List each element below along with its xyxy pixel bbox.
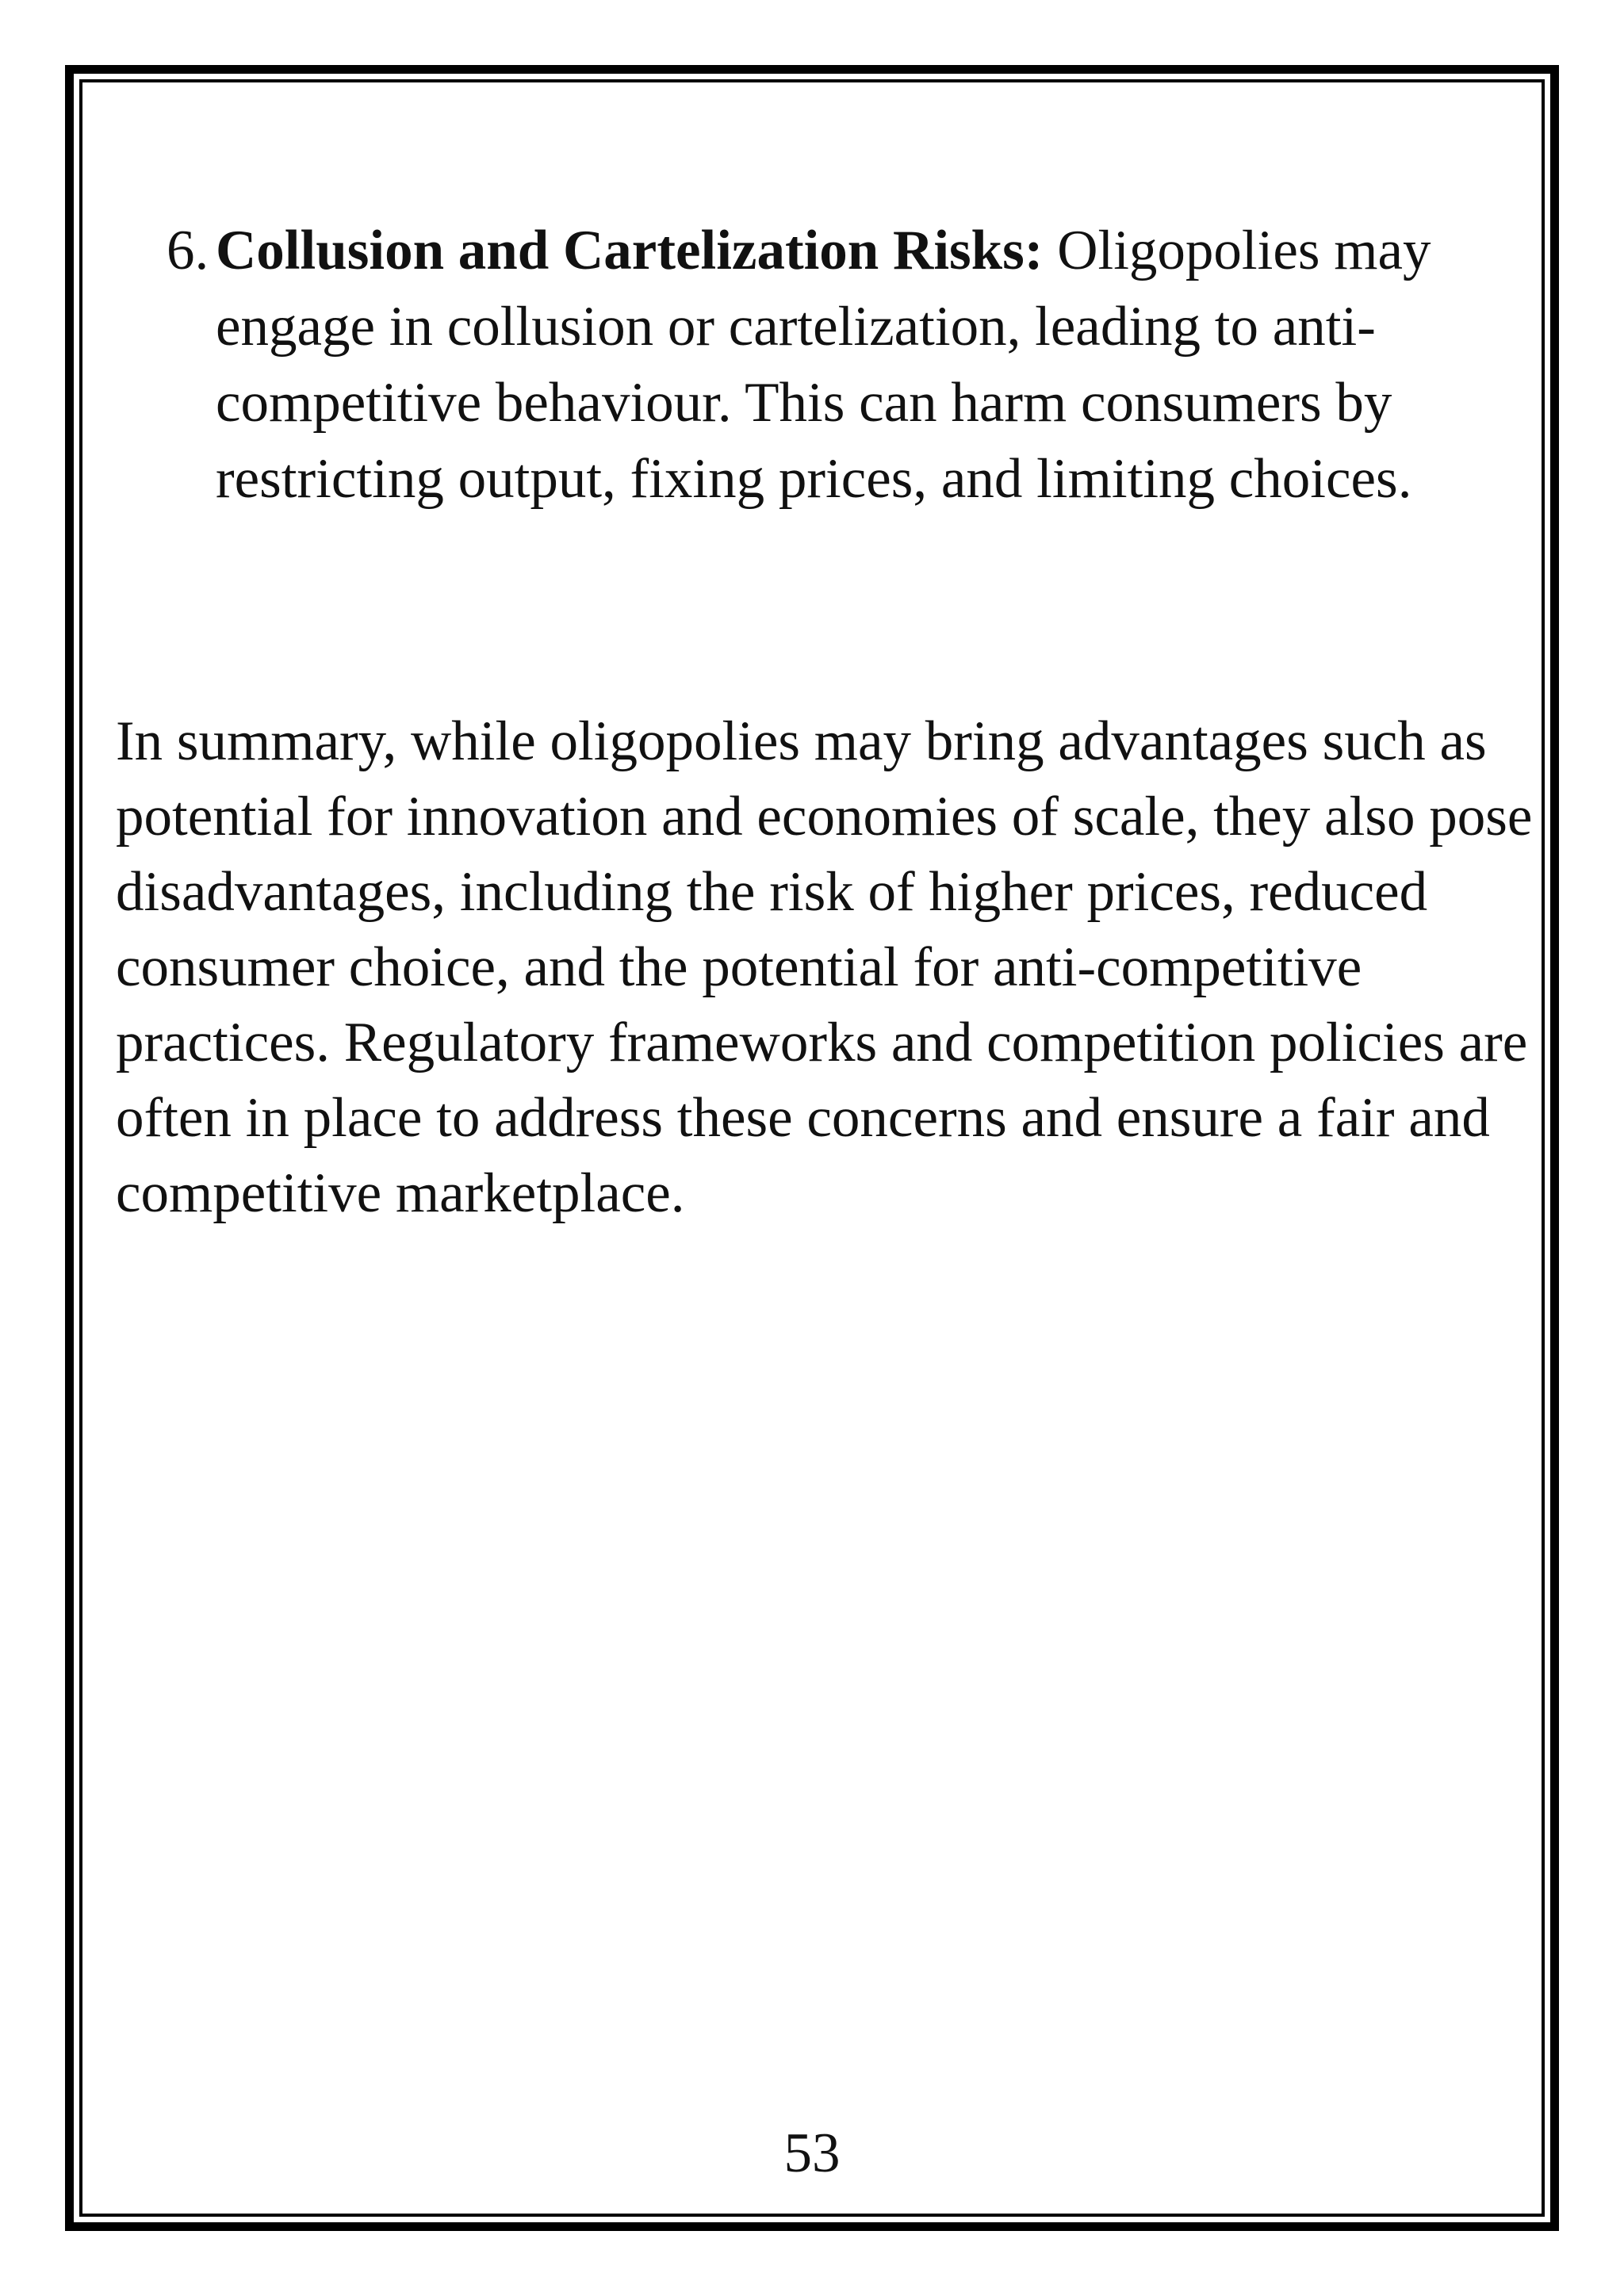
item-number: 6. <box>167 220 209 281</box>
item-text: Oligopolies may engage in collusion or cartelization, leading to anti-competitive behaviour. This can harm consumers by restricting output, fixing prices, and limiting choices. <box>216 220 1431 510</box>
page-number: 53 <box>783 2122 841 2184</box>
summary-paragraph: In summary, while oligopolies may bring advantages such as potential for innovation and economies of scale, they also pose disadvantages, including the risk of higher prices, reduced consumer choice, and the potential for anti-competitive practices. Regulatory frameworks and competition policies are often in place to address these concerns and ensure a fair and competitive marketplace. <box>116 710 1533 1224</box>
item-body <box>216 212 1530 517</box>
item-heading: Collusion and Cartelization Risks: <box>216 220 1044 281</box>
numbered-list-item <box>167 212 1530 517</box>
